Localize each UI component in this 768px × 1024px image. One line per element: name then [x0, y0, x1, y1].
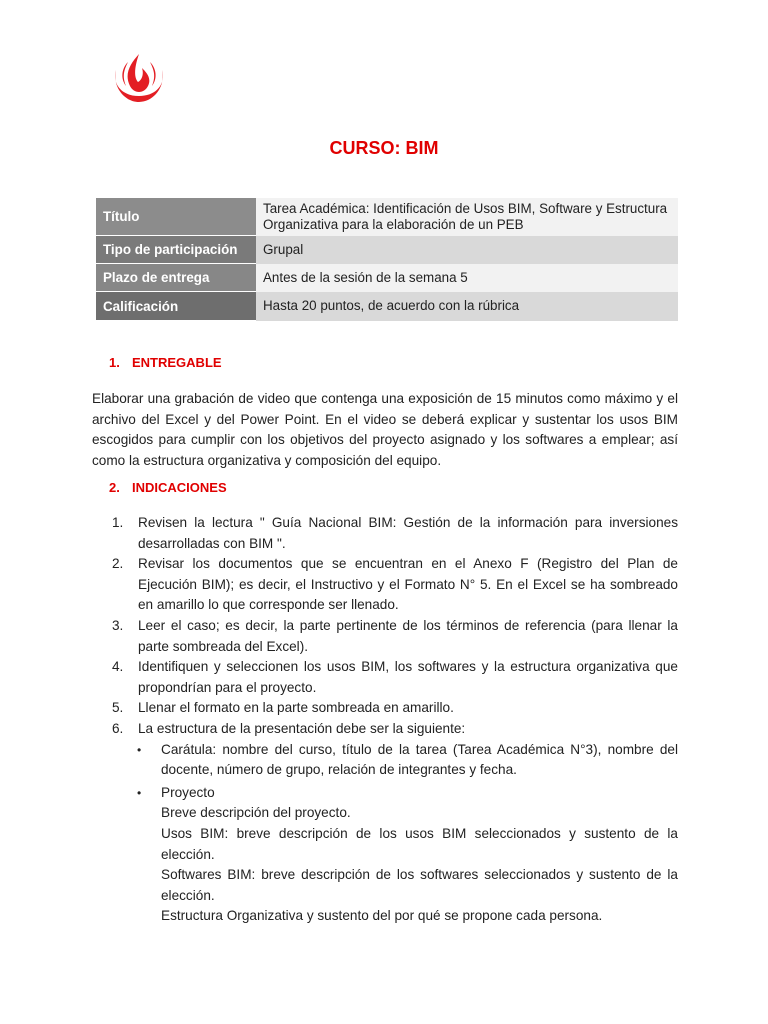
item-number: 2.	[112, 556, 124, 572]
bullet-text: Carátula: nombre del curso, título de la tarea (Tarea Académica N°3), nombre del docente, número de grupo, relación de integrantes y fecha.	[161, 741, 678, 778]
bullet-text: Breve descripción del proyecto.	[161, 805, 351, 821]
list-item	[112, 513, 678, 554]
table-row	[96, 264, 678, 292]
table-row	[96, 292, 678, 321]
bullet-item	[112, 740, 678, 781]
row-value: Grupal	[256, 236, 678, 264]
row-value: Tarea Académica: Identificación de Usos BIM, Software y Estructura Organizativa para la elaboración de un PEB	[256, 198, 678, 236]
list-item	[112, 554, 678, 616]
bullet-text: Proyecto	[161, 784, 215, 800]
item-number: 4.	[112, 659, 124, 675]
item-text: Llenar el formato en la parte sombreada en amarillo.	[138, 700, 454, 716]
indicaciones-list	[112, 513, 678, 927]
section-number: 1.	[109, 355, 120, 370]
section-heading-entregable	[109, 355, 222, 370]
section-title: ENTREGABLE	[132, 355, 222, 370]
table-row	[96, 198, 678, 236]
row-label: Título	[96, 198, 256, 236]
bullet-icon: •	[137, 785, 142, 800]
item-number: 5.	[112, 700, 124, 716]
item-text: Revisen la lectura " Guía Nacional BIM: Gestión de la información para inversiones desarrolladas con BIM ".	[138, 515, 678, 551]
bullet-item	[112, 783, 678, 927]
section-heading-indicaciones	[109, 480, 227, 495]
entregable-paragraph: Elaborar una grabación de video que contenga una exposición de 15 minutos como máximo y el archivo del Excel y del Power Point. En el video se deberá explicar y sustentar los usos BIM escogidos para cumplir con los objetivos del proyecto asignado y los softwares a emplear; así como la estructura organizativa y composición del equipo.	[92, 391, 678, 468]
bullet-text: Estructura Organizativa y sustento del por qué se propone cada persona.	[161, 908, 603, 924]
row-label: Calificación	[96, 292, 256, 321]
list-item	[112, 657, 678, 698]
row-label: Tipo de participación	[96, 236, 256, 264]
bullet-text: Usos BIM: breve descripción de los usos BIM seleccionados y sustento de la elección.	[161, 825, 678, 862]
section-title: INDICACIONES	[132, 480, 227, 495]
item-text: Leer el caso; es decir, la parte pertinente de los términos de referencia (para llenar la parte sombreada del Excel).	[138, 617, 678, 654]
bullet-icon: •	[137, 742, 142, 757]
table-row	[96, 236, 678, 264]
list-item	[112, 698, 678, 719]
item-text: Identifiquen y seleccionen los usos BIM, los softwares y la estructura organizativa que propondrían para el proyecto.	[138, 659, 678, 695]
assignment-info-table	[96, 198, 678, 321]
section-number: 2.	[109, 480, 120, 495]
list-item	[112, 616, 678, 657]
item-number: 1.	[112, 515, 124, 530]
list-item	[112, 719, 678, 740]
item-number: 6.	[112, 720, 124, 736]
item-number: 3.	[112, 617, 124, 633]
course-title: CURSO: BIM	[329, 138, 439, 158]
row-value: Antes de la sesión de la semana 5	[256, 264, 678, 292]
row-value: Hasta 20 puntos, de acuerdo con la rúbrica	[256, 292, 678, 321]
row-label: Plazo de entrega	[96, 264, 256, 292]
item-text: Revisar los documentos que se encuentran en el Anexo F (Registro del Plan de Ejecución BIM); es decir, el Instructivo y el Formato N° 5. En el Excel se ha sombreado en amarillo lo que corresponde ser llenado.	[138, 556, 678, 613]
upc-flame-logo-icon	[110, 52, 168, 106]
item-text: La estructura de la presentación debe ser la siguiente:	[138, 720, 466, 736]
bullet-text: Softwares BIM: breve descripción de los softwares seleccionados y sustento de la elección.	[161, 867, 678, 903]
